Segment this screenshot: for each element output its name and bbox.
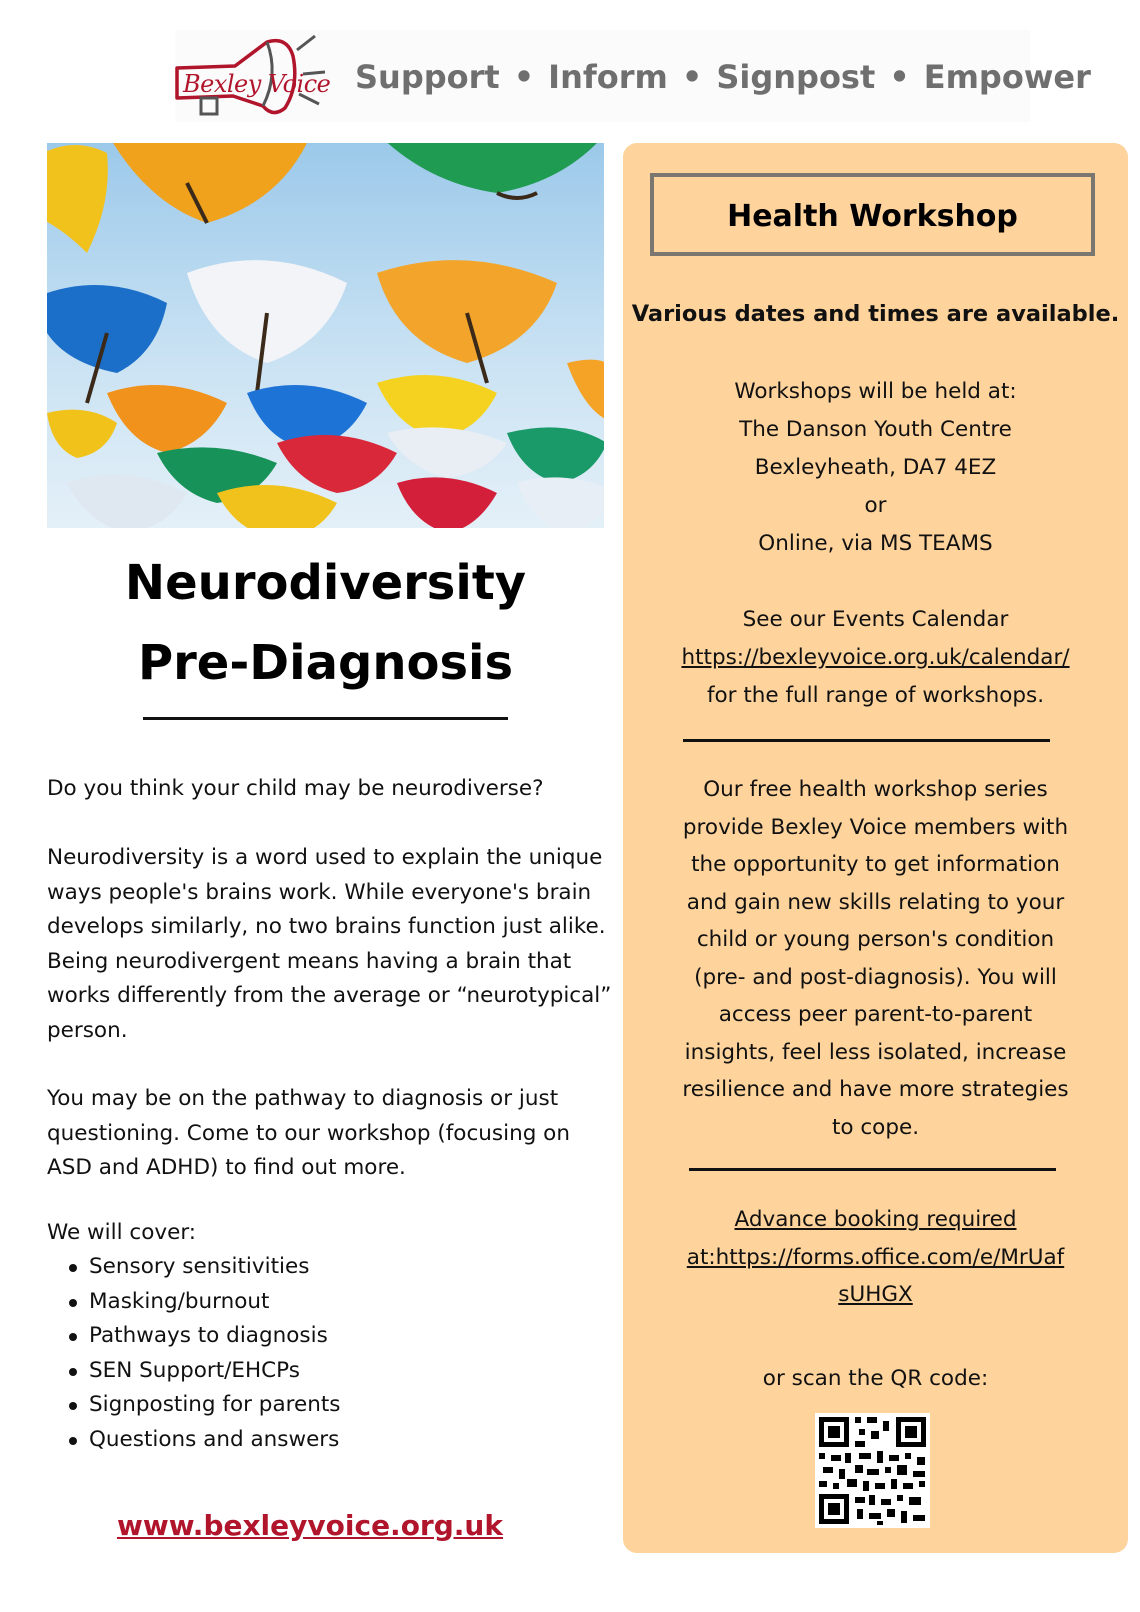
series-line: (pre- and post-diagnosis). You will [694,964,1057,990]
series-line: child or young person's condition [696,927,1055,952]
tagline-inform: Inform [548,58,668,96]
tagline-signpost: Signpost [716,58,876,96]
paragraph-line: Neurodiversity is a word used to explain the unique [47,845,603,870]
paragraph-line: person. [47,1017,128,1043]
tagline-dot: • [889,58,910,96]
series-line: access peer parent-to-parent [718,1002,1033,1027]
website-link[interactable]: www.bexleyvoice.org.uk [117,1509,503,1542]
venue-block [623,373,1128,563]
series-line: the opportunity to get information [691,852,1060,877]
tagline-empower: Empower [923,58,1091,96]
cover-list [47,1250,340,1457]
tagline-dot: • [681,58,703,96]
paragraph-line: ASD and ADHD) to find out more. [47,1155,406,1180]
bexley-voice-logo[interactable] [175,30,345,122]
qr-code-icon [815,1413,930,1528]
page-title-line1: Neurodiversity [124,555,527,611]
paragraph-line: develops similarly, no two brains function just alike. [47,914,606,939]
workshop-info-panel [623,143,1128,1553]
colourful-umbrellas-image [47,143,604,528]
page-title-line2: Pre-Diagnosis [137,635,514,691]
list-item: Questions and answers [47,1423,340,1458]
series-line: insights, feel less isolated, increase [684,1039,1067,1065]
intro-question: Do you think your child may be neurodiverse? [47,776,544,801]
paragraph-line: You may be on the pathway to diagnosis or just [47,1086,559,1111]
cover-intro: We will cover: [47,1220,197,1245]
neurodiversity-paragraph [47,841,617,1048]
series-line: resilience and have more strategies [682,1077,1069,1102]
tagline-support: Support [355,58,500,96]
venue-line: Workshops will be held at: [734,379,1017,404]
booking-link[interactable] [623,1201,1128,1314]
list-item: Sensory sensitivities [47,1250,340,1285]
venue-line: The Danson Youth Centre [739,417,1012,442]
booking-line: at:https://forms.office.com/e/MrUaf [686,1244,1065,1270]
tagline [355,58,1091,96]
pathway-paragraph [47,1082,617,1186]
calendar-block [623,601,1128,715]
umbrellas-photo [47,143,604,528]
panel-heading: Health Workshop [727,199,1018,234]
tagline-dot: • [513,58,535,96]
header-banner [175,30,1091,122]
qr-code[interactable] [815,1413,930,1528]
venue-line: or [864,493,887,518]
panel-divider [683,739,1050,742]
venue-line: Bexleyheath, DA7 4EZ [754,455,997,480]
list-item: Signposting for parents [47,1388,340,1423]
venue-line: Online, via MS TEAMS [758,531,993,556]
calendar-intro: See our Events Calendar [742,607,1009,632]
dates-notice: Various dates and times are available. [631,301,1120,327]
heading-box [650,173,1095,256]
series-line: and gain new skills relating to your [686,889,1065,915]
paragraph-line: Being neurodivergent means having a brain that [47,948,572,974]
series-line: to cope. [831,1114,920,1140]
calendar-outro: for the full range of workshops. [706,683,1045,708]
list-item: Masking/burnout [47,1285,340,1320]
booking-line: sUHGX [838,1282,913,1307]
calendar-link[interactable]: https://bexleyvoice.org.uk/calendar/ [681,645,1070,670]
series-line: provide Bexley Voice members with [682,814,1069,840]
panel-divider [689,1168,1056,1171]
paragraph-line: works differently from the average or “neurotypical” [47,983,612,1008]
series-description [623,771,1128,1146]
paragraph-line: ways people's brains work. While everyone's brain [47,879,592,905]
booking-line: Advance booking required [734,1207,1017,1232]
title-divider [143,717,508,720]
logo-text: Bexley Voice [183,70,331,98]
paragraph-line: questioning. Come to our workshop (focusing on [47,1120,570,1146]
list-item: SEN Support/EHCPs [47,1354,340,1389]
qr-intro: or scan the QR code: [762,1366,989,1391]
list-item: Pathways to diagnosis [47,1319,340,1354]
series-line: Our free health workshop series [703,777,1048,802]
